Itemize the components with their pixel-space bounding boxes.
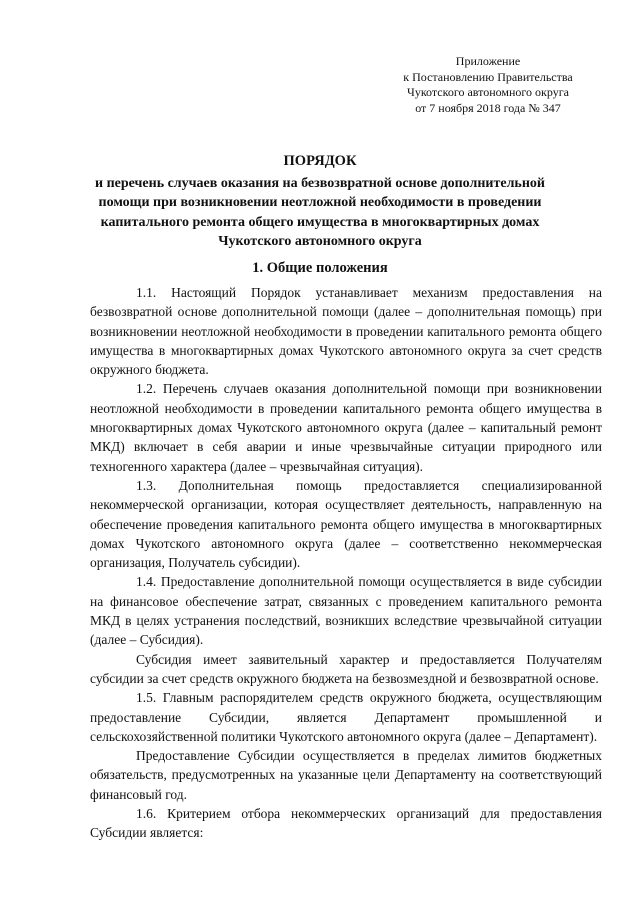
paragraph-1-1: 1.1. Настоящий Порядок устанавливает механизм предоставления на безвозвратной основе дополнительной помощи (далее – дополнительная помощь) при возникновении неотложной необходимости в проведении капитального ремонта общего имущества в многоквартирных домах Чукотского автономного округа за счет средств окружного бюджета. bbox=[90, 285, 602, 378]
document-subtitle-line-3: капитального ремонта общего имущества в многоквартирных домах bbox=[100, 214, 540, 230]
paragraph-subsidy: Субсидия имеет заявительный характер и предоставляется Получателям субсидии за счет средств окружного бюджета на безвозмездной и безвозвратной основе. bbox=[90, 651, 602, 686]
paragraph-limits: Предоставление Субсидии осуществляется в пределах лимитов бюджетных обязательств, предусмотренных на указанные цели Департаменту на соответствующий финансовый год. bbox=[90, 748, 602, 802]
paragraph-1-2: 1.2. Перечень случаев оказания дополнительной помощи при возникновении неотложной необходимости в проведении капитального ремонта общего имущества в многоквартирных домах Чукотского автономного округа (далее – капитальный ремонт МКД) включает в себя аварии и иные чрезвычайные ситуации природного или техногенного характера (далее – чрезвычайная ситуация). bbox=[90, 381, 602, 474]
annex-block bbox=[388, 54, 588, 117]
document-title: ПОРЯДОК bbox=[283, 153, 357, 169]
document-title-block bbox=[60, 152, 580, 252]
annex-line-1: Приложение bbox=[455, 54, 521, 68]
paragraph-1-4: 1.4. Предоставление дополнительной помощи осуществляется в виде субсидии на финансовое обеспечение затрат, связанных с проведением капитального ремонта МКД в целях устранения последствий, возникших вследствие чрезвычайной ситуации (далее – Субсидия). bbox=[90, 574, 602, 648]
document-body bbox=[90, 283, 602, 843]
paragraph-1-3: 1.3. Дополнительная помощь предоставляется специализированной некоммерческой организации, которая осуществляет деятельность, направленную на обеспечение проведения капитального ремонта общего имущества в многоквартирных домах Чукотского автономного округа (далее – соответственно некоммерческая организация, Получатель субсидии). bbox=[90, 477, 602, 571]
document-subtitle-line-1: и перечень случаев оказания на безвозвратной основе дополнительной bbox=[95, 175, 545, 191]
annex-line-2: к Постановлению Правительства bbox=[403, 69, 573, 84]
annex-line-3: Чукотского автономного округа bbox=[407, 85, 569, 100]
paragraph-1-5: 1.5. Главным распорядителем средств окружного бюджета, осуществляющим предоставление Субсидии, является Департамент промышленной и сельскохозяйственной политики Чукотского автономного округа (далее – Департамент). bbox=[90, 690, 602, 744]
paragraph-1-6: 1.6. Критерием отбора некоммерческих организаций для предоставления Субсидии является: bbox=[90, 806, 602, 841]
annex-line-4: от 7 ноября 2018 года № 347 bbox=[415, 101, 561, 116]
section-heading: 1. Общие положения bbox=[252, 260, 388, 276]
document-subtitle-line-4: Чукотского автономного округа bbox=[218, 234, 422, 249]
document-subtitle-line-2: помощи при возникновении неотложной необходимости в проведении bbox=[98, 195, 542, 210]
